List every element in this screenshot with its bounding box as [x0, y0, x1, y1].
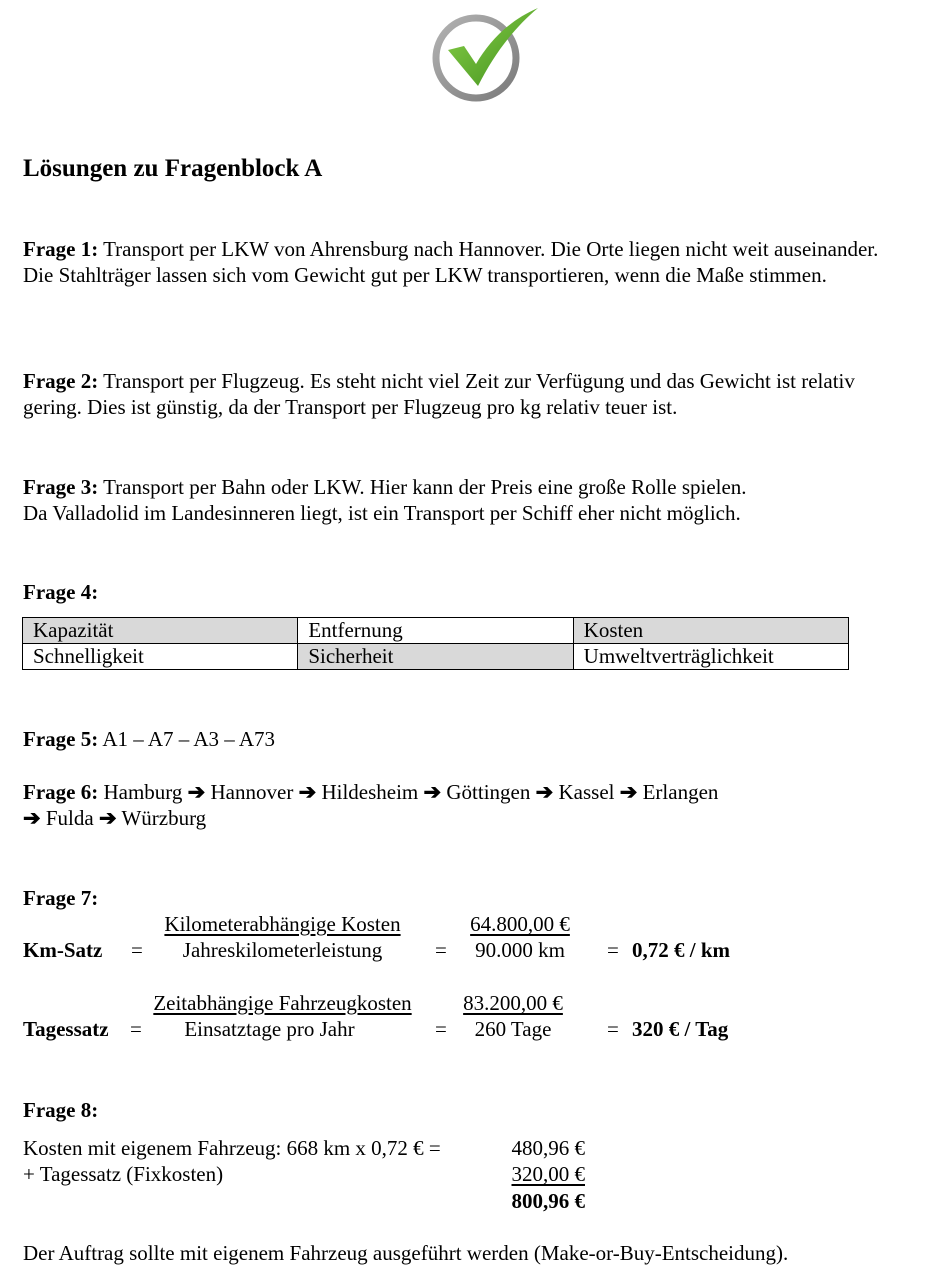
equals-sign: =	[607, 938, 619, 962]
route-stop: Hannover	[210, 780, 294, 804]
route-stop: Würzburg	[121, 806, 207, 830]
question-4-label: Frage 4:	[23, 580, 99, 604]
table-cell: Sicherheit	[298, 644, 573, 670]
arrow-right-icon: ➔	[535, 780, 554, 804]
question-3-text-2: Da Valladolid im Landesinneren liegt, ist ein Transport per Schiff eher nicht möglich.	[23, 501, 741, 525]
route-stop: Erlangen	[642, 780, 719, 804]
equals-sign: =	[131, 938, 143, 962]
question-1-text: Transport per LKW von Ahrensburg nach Hannover. Die Orte liegen nicht weit auseinander. Die Stahlträger lassen sich vom Gewicht gut per LKW transportieren, wenn die Maße stimmen.	[23, 237, 879, 287]
question-1-label: Frage 1:	[23, 237, 99, 261]
question-3-label: Frage 3:	[23, 475, 99, 499]
question-2-text: Transport per Flugzeug. Es steht nicht viel Zeit zur Verfügung und das Gewicht ist relativ gering. Dies ist günstig, da der Transport per Flugzeug pro kg relativ teuer ist.	[23, 369, 855, 419]
arrow-right-icon: ➔	[298, 780, 317, 804]
cost-line-own-vehicle: Kosten mit eigenem Fahrzeug: 668 km x 0,72 € =	[23, 1136, 441, 1160]
question-2	[23, 368, 903, 420]
arrow-right-icon: ➔	[619, 780, 638, 804]
question-6-line-2	[23, 805, 206, 831]
conclusion-text: Der Auftrag sollte mit eigenem Fahrzeug ausgeführt werden (Make-or-Buy-Entscheidung).	[23, 1241, 789, 1265]
question-1	[23, 236, 903, 288]
page-title: Lösungen zu Fragenblock A	[23, 155, 323, 182]
table-row	[23, 644, 849, 670]
km-rate-denominator: Jahreskilometerleistung	[182, 938, 383, 962]
cost-total: 800,96 €	[511, 1189, 585, 1213]
cost-value-day-rate: 320,00 €	[511, 1162, 585, 1186]
table-cell: Kapazität	[23, 618, 298, 644]
table-cell: Entfernung	[298, 618, 573, 644]
equals-sign: =	[435, 938, 447, 962]
day-rate-value-bottom: 260 Tage	[474, 1017, 552, 1041]
cost-value-own-vehicle: 480,96 €	[511, 1136, 585, 1160]
question-5-label: Frage 5:	[23, 727, 99, 751]
question-6-label: Frage 6:	[23, 780, 99, 804]
day-rate-label: Tagessatz	[23, 1017, 109, 1041]
question-8-label: Frage 8:	[23, 1098, 99, 1122]
arrow-right-icon: ➔	[23, 806, 41, 830]
km-rate-label: Km-Satz	[23, 938, 103, 962]
day-rate-denominator: Einsatztage pro Jahr	[184, 1017, 355, 1041]
km-rate-result: 0,72 € / km	[632, 938, 731, 962]
day-rate-value-top: 83.200,00 €	[463, 991, 563, 1015]
question-7-label: Frage 7:	[23, 886, 99, 910]
route-stop: Fulda	[45, 806, 94, 830]
route-stop: Hamburg	[103, 780, 183, 804]
km-rate-numerator: Kilometerabhängige Kosten	[164, 912, 401, 936]
arrow-right-icon: ➔	[98, 806, 117, 830]
question-3-line-1	[23, 474, 747, 500]
criteria-table	[22, 617, 849, 670]
route-stop: Kassel	[558, 780, 615, 804]
day-rate-result: 320 € / Tag	[632, 1017, 729, 1041]
table-row	[23, 618, 849, 644]
equals-sign: =	[435, 1017, 447, 1041]
km-rate-value-bottom: 90.000 km	[475, 938, 565, 962]
day-rate-numerator: Zeitabhängige Fahrzeugkosten	[153, 991, 412, 1015]
checkmark-icon	[428, 6, 540, 102]
question-6-line-1	[23, 779, 718, 805]
route-stop: Hildesheim	[321, 780, 419, 804]
arrow-right-icon: ➔	[187, 780, 206, 804]
table-cell: Kosten	[573, 618, 848, 644]
km-rate-value-top: 64.800,00 €	[470, 912, 570, 936]
arrow-right-icon: ➔	[423, 780, 442, 804]
route-stop: Göttingen	[446, 780, 531, 804]
question-5-text: A1 – A7 – A3 – A73	[102, 727, 275, 751]
table-cell: Umweltverträglichkeit	[573, 644, 848, 670]
equals-sign: =	[607, 1017, 619, 1041]
question-3-text-1: Transport per Bahn oder LKW. Hier kann der Preis eine große Rolle spielen.	[103, 475, 747, 499]
question-5	[23, 726, 275, 752]
equals-sign: =	[130, 1017, 142, 1041]
question-2-label: Frage 2:	[23, 369, 99, 393]
cost-line-day-rate: + Tagessatz (Fixkosten)	[23, 1162, 224, 1186]
table-cell: Schnelligkeit	[23, 644, 298, 670]
